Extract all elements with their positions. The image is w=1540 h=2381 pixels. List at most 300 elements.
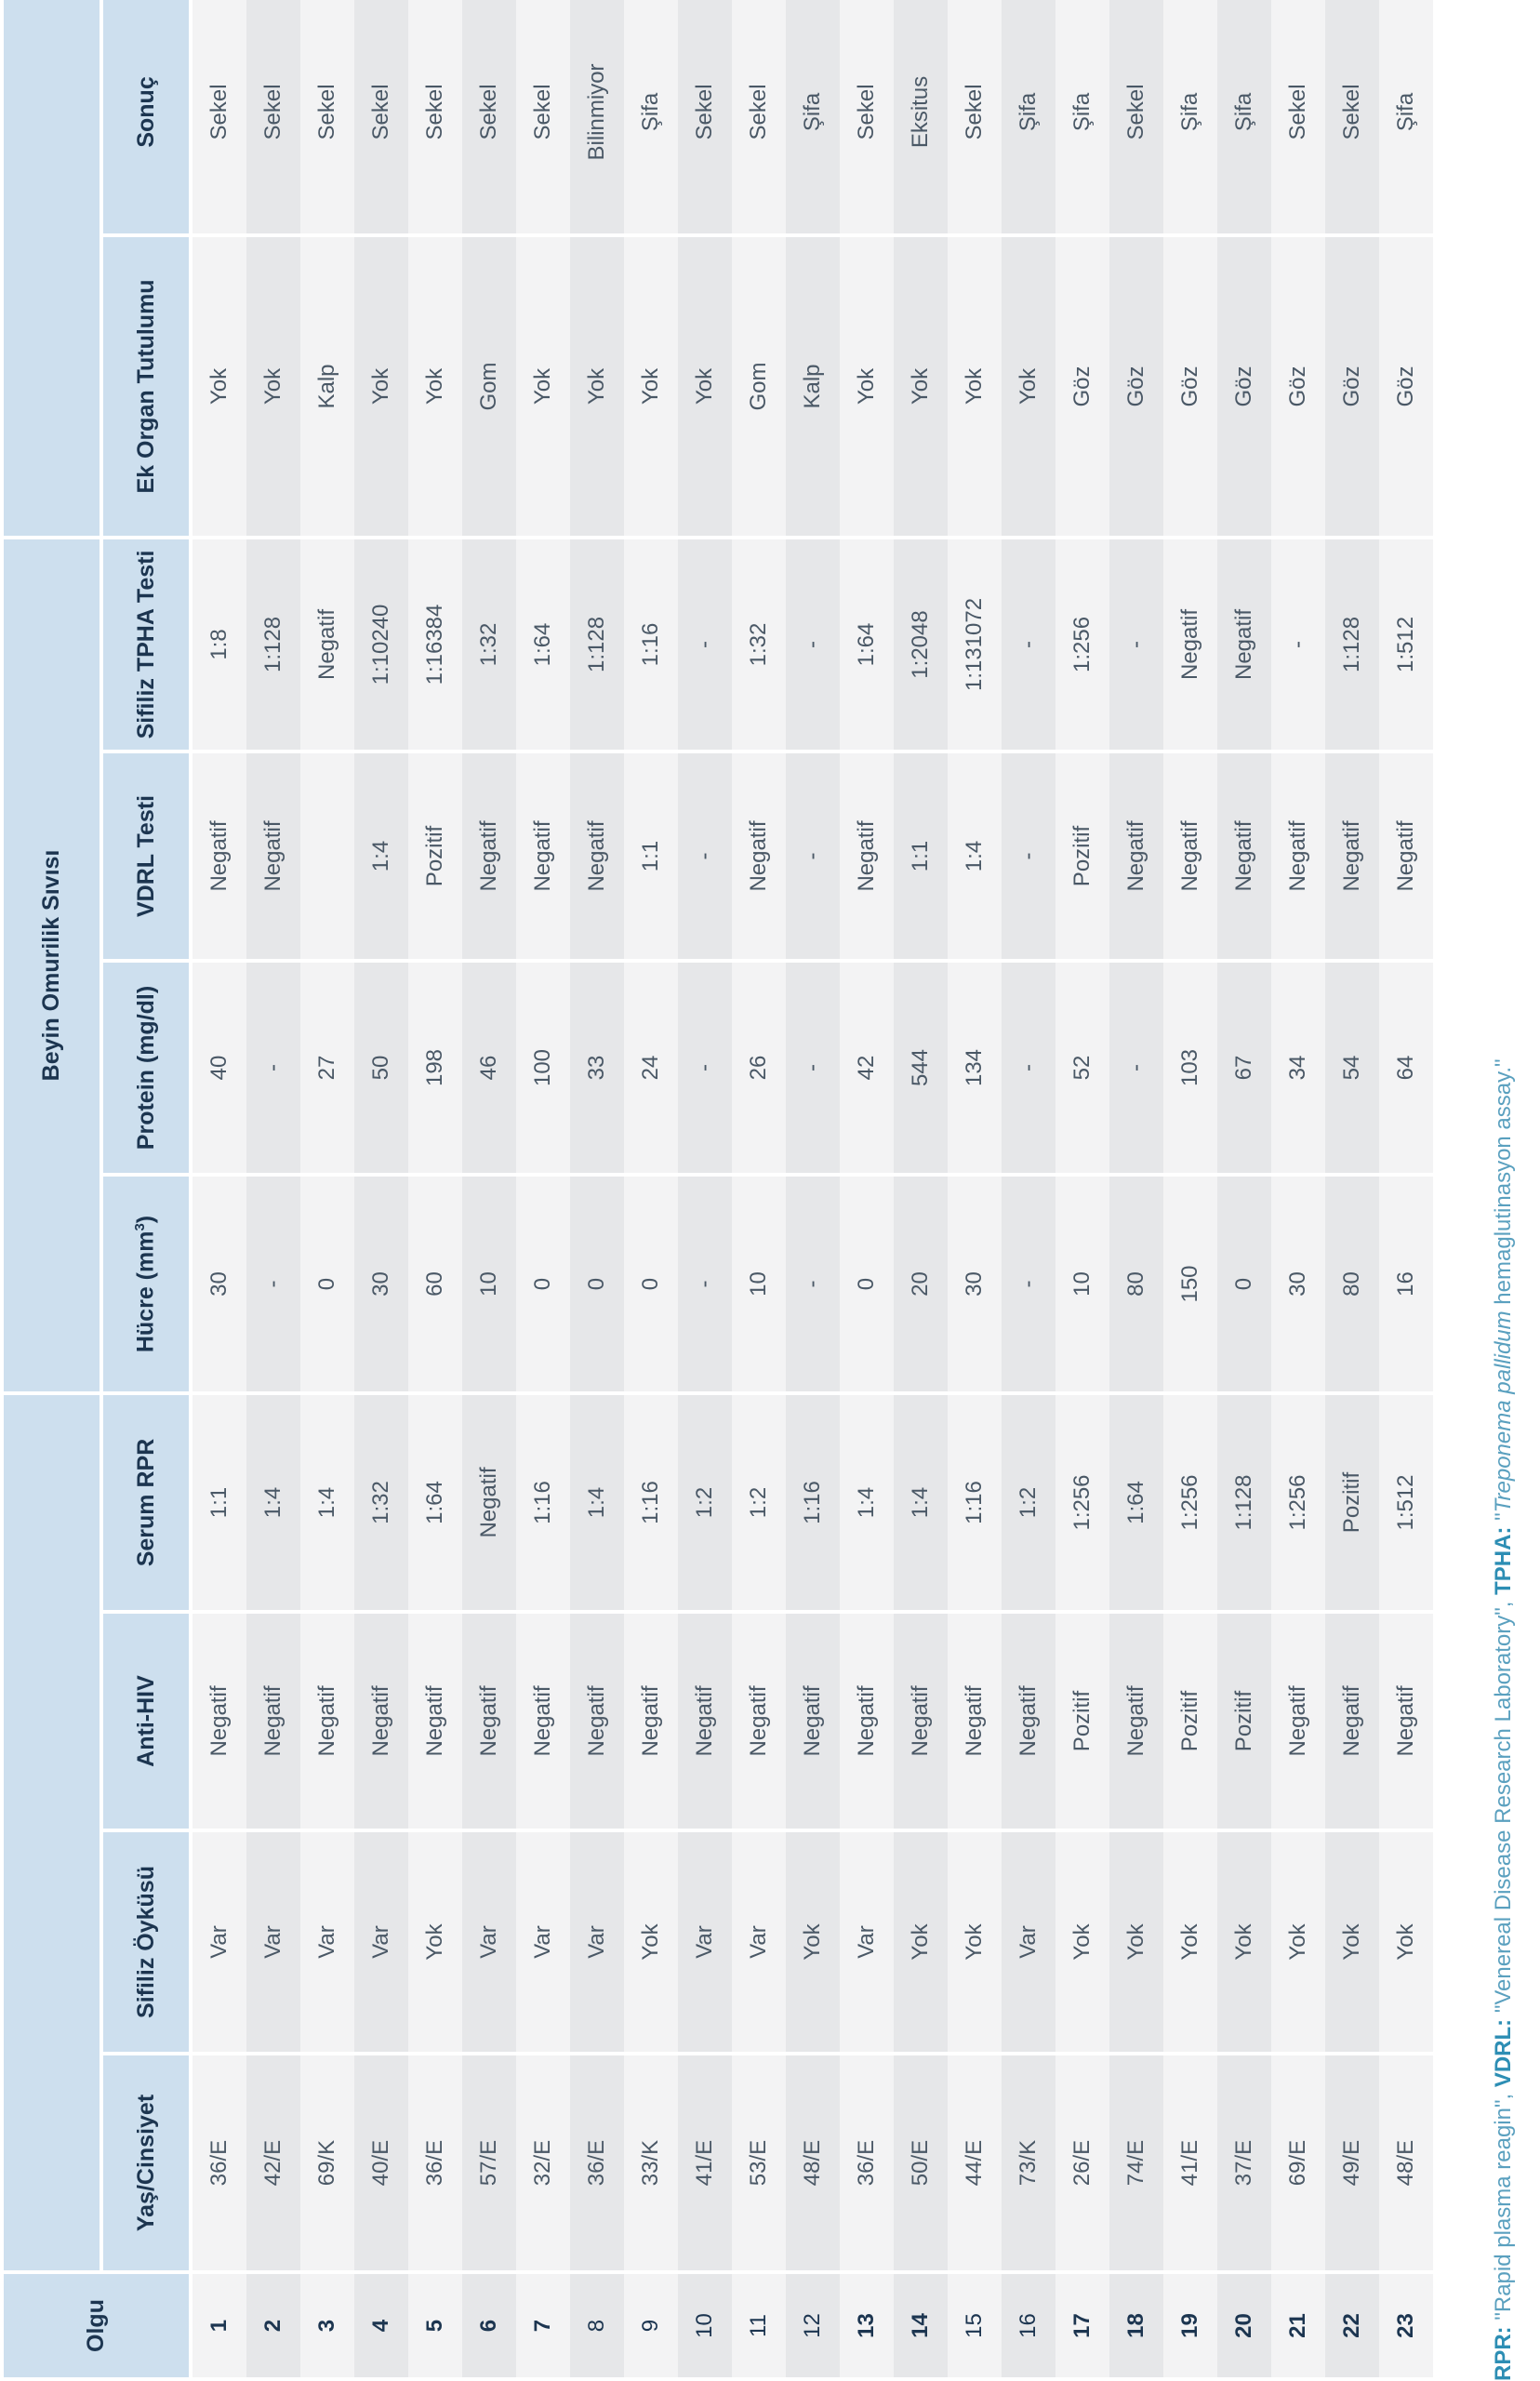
cell-protein: 198 <box>408 961 462 1175</box>
cell-ek-organ: Göz <box>1109 235 1163 538</box>
cell-anti-hiv: Negatif <box>408 1612 462 1830</box>
cell-olgu: 3 <box>300 2272 354 2379</box>
cell-sonuc: Sekel <box>246 0 300 235</box>
header-hucre-close: ) <box>132 1215 159 1224</box>
header-ek-organ: Ek Organ Tutulumu <box>101 235 191 538</box>
table-row <box>894 0 948 2379</box>
cell-vdrl: Negatif <box>246 752 300 961</box>
column-header-row <box>101 0 191 2379</box>
cell-olgu: 14 <box>894 2272 948 2379</box>
cell-sonuc: Şifa <box>1379 0 1433 235</box>
cell-serum-rpr: 1:512 <box>1379 1393 1433 1612</box>
cell-yas-cinsiyet: 69/E <box>1271 2054 1325 2272</box>
cell-tpha: 1:64 <box>516 538 570 752</box>
cell-serum-rpr: 1:16 <box>624 1393 678 1612</box>
cell-sonuc: Sekel <box>732 0 786 235</box>
cell-vdrl: Negatif <box>1325 752 1379 961</box>
cell-yas-cinsiyet: 37/E <box>1217 2054 1271 2272</box>
cell-olgu: 22 <box>1325 2272 1379 2379</box>
table-row <box>624 0 678 2379</box>
cell-hucre: 80 <box>1109 1175 1163 1393</box>
cell-ek-organ: Yok <box>354 235 408 538</box>
cell-yas-cinsiyet: 41/E <box>678 2054 732 2272</box>
cell-protein: - <box>1002 961 1055 1175</box>
cell-olgu: 9 <box>624 2272 678 2379</box>
cell-olgu: 2 <box>246 2272 300 2379</box>
table-row <box>191 0 246 2379</box>
footnote-tpha-rest: hemaglutinasyon assay." <box>1491 1058 1516 1311</box>
header-blank-group <box>2 1393 101 2272</box>
cell-anti-hiv: Negatif <box>1002 1612 1055 1830</box>
cell-hucre: - <box>1002 1175 1055 1393</box>
cell-sonuc: Şifa <box>1002 0 1055 235</box>
cell-anti-hiv: Negatif <box>948 1612 1002 1830</box>
cell-ek-organ: Yok <box>191 235 246 538</box>
cell-serum-rpr: 1:16 <box>786 1393 840 1612</box>
cell-vdrl: - <box>786 752 840 961</box>
table-row <box>1109 0 1163 2379</box>
cell-sifiliz-oykusu: Var <box>354 1830 408 2054</box>
cell-protein: - <box>786 961 840 1175</box>
cell-serum-rpr: 1:16 <box>948 1393 1002 1612</box>
cell-ek-organ: Göz <box>1217 235 1271 538</box>
cell-yas-cinsiyet: 48/E <box>1379 2054 1433 2272</box>
table-row <box>408 0 462 2379</box>
cell-sonuc: Sekel <box>191 0 246 235</box>
cell-olgu: 23 <box>1379 2272 1433 2379</box>
cell-ek-organ: Yok <box>678 235 732 538</box>
cell-yas-cinsiyet: 69/K <box>300 2054 354 2272</box>
table-row <box>1379 0 1433 2379</box>
cell-sonuc: Sekel <box>516 0 570 235</box>
cell-sonuc: Sekel <box>354 0 408 235</box>
cell-anti-hiv: Negatif <box>678 1612 732 1830</box>
cell-tpha: 1:32 <box>462 538 516 752</box>
cell-olgu: 4 <box>354 2272 408 2379</box>
cell-yas-cinsiyet: 50/E <box>894 2054 948 2272</box>
cell-tpha: 1:512 <box>1379 538 1433 752</box>
cell-protein: 42 <box>840 961 894 1175</box>
cell-hucre: 60 <box>408 1175 462 1393</box>
cell-hucre: 30 <box>354 1175 408 1393</box>
cell-sonuc: Sekel <box>300 0 354 235</box>
cell-serum-rpr: 1:64 <box>408 1393 462 1612</box>
cell-protein: 134 <box>948 961 1002 1175</box>
cell-tpha: - <box>1002 538 1055 752</box>
cell-serum-rpr: 1:64 <box>1109 1393 1163 1612</box>
cell-olgu: 20 <box>1217 2272 1271 2379</box>
cell-sonuc: Sekel <box>678 0 732 235</box>
table-row <box>300 0 354 2379</box>
cell-ek-organ: Yok <box>516 235 570 538</box>
footnote-tpha-italic: Treponema pallidum <box>1491 1310 1516 1513</box>
cell-protein: 64 <box>1379 961 1433 1175</box>
cell-yas-cinsiyet: 49/E <box>1325 2054 1379 2272</box>
cell-ek-organ: Göz <box>1379 235 1433 538</box>
cell-olgu: 21 <box>1271 2272 1325 2379</box>
cell-olgu: 12 <box>786 2272 840 2379</box>
cell-anti-hiv: Negatif <box>246 1612 300 1830</box>
cell-hucre: 0 <box>570 1175 624 1393</box>
cell-vdrl: Negatif <box>732 752 786 961</box>
cell-vdrl: Negatif <box>1163 752 1217 961</box>
cell-sifiliz-oykusu: Var <box>300 1830 354 2054</box>
cell-sonuc: Sekel <box>1109 0 1163 235</box>
cell-vdrl: Pozitif <box>408 752 462 961</box>
cell-vdrl: Negatif <box>1109 752 1163 961</box>
table-row <box>678 0 732 2379</box>
cell-serum-rpr: 1:32 <box>354 1393 408 1612</box>
header-hucre-sup: 3 <box>132 1223 149 1231</box>
cell-hucre: - <box>678 1175 732 1393</box>
cell-serum-rpr: 1:256 <box>1271 1393 1325 1612</box>
cell-hucre: 20 <box>894 1175 948 1393</box>
cell-protein: 103 <box>1163 961 1217 1175</box>
cell-sifiliz-oykusu: Yok <box>1109 1830 1163 2054</box>
table-row <box>732 0 786 2379</box>
table-row <box>1271 0 1325 2379</box>
cell-protein: - <box>678 961 732 1175</box>
header-sonuc: Sonuç <box>101 0 191 235</box>
cell-tpha: - <box>1109 538 1163 752</box>
cell-serum-rpr: 1:128 <box>1217 1393 1271 1612</box>
cell-sifiliz-oykusu: Var <box>191 1830 246 2054</box>
cell-sifiliz-oykusu: Var <box>462 1830 516 2054</box>
cell-yas-cinsiyet: 36/E <box>191 2054 246 2272</box>
cell-yas-cinsiyet: 33/K <box>624 2054 678 2272</box>
cell-serum-rpr: 1:4 <box>300 1393 354 1612</box>
cell-yas-cinsiyet: 73/K <box>1002 2054 1055 2272</box>
cell-tpha: 1:256 <box>1055 538 1109 752</box>
cell-protein: - <box>246 961 300 1175</box>
table-body <box>191 0 1433 2379</box>
cell-anti-hiv: Negatif <box>894 1612 948 1830</box>
table-row <box>1163 0 1217 2379</box>
cell-ek-organ: Yok <box>840 235 894 538</box>
cell-sonuc: Şifa <box>786 0 840 235</box>
cell-olgu: 11 <box>732 2272 786 2379</box>
cell-hucre: 30 <box>1271 1175 1325 1393</box>
cell-anti-hiv: Negatif <box>840 1612 894 1830</box>
cell-ek-organ: Yok <box>624 235 678 538</box>
cell-ek-organ: Kalp <box>300 235 354 538</box>
cell-sonuc: Bilinmiyor <box>570 0 624 235</box>
cell-sonuc: Sekel <box>462 0 516 235</box>
cell-ek-organ: Göz <box>1271 235 1325 538</box>
cell-yas-cinsiyet: 40/E <box>354 2054 408 2272</box>
table-footnote <box>1491 19 1517 2381</box>
cell-yas-cinsiyet: 44/E <box>948 2054 1002 2272</box>
cell-sifiliz-oykusu: Yok <box>1217 1830 1271 2054</box>
cell-anti-hiv: Negatif <box>462 1612 516 1830</box>
cell-protein: 52 <box>1055 961 1109 1175</box>
cell-hucre: 0 <box>840 1175 894 1393</box>
cell-yas-cinsiyet: 48/E <box>786 2054 840 2272</box>
cell-sifiliz-oykusu: Yok <box>894 1830 948 2054</box>
cell-anti-hiv: Negatif <box>624 1612 678 1830</box>
cell-hucre: 10 <box>732 1175 786 1393</box>
cell-protein: 24 <box>624 961 678 1175</box>
cell-anti-hiv: Pozitif <box>1055 1612 1109 1830</box>
cell-tpha: 1:10240 <box>354 538 408 752</box>
header-vdrl: VDRL Testi <box>101 752 191 961</box>
cell-hucre: 150 <box>1163 1175 1217 1393</box>
cell-anti-hiv: Negatif <box>570 1612 624 1830</box>
cell-sonuc: Sekel <box>1325 0 1379 235</box>
cell-ek-organ: Yok <box>948 235 1002 538</box>
cell-sonuc: Şifa <box>1055 0 1109 235</box>
cell-sifiliz-oykusu: Yok <box>948 1830 1002 2054</box>
table-row <box>786 0 840 2379</box>
cell-serum-rpr: 1:16 <box>516 1393 570 1612</box>
cell-anti-hiv: Negatif <box>732 1612 786 1830</box>
cell-yas-cinsiyet: 41/E <box>1163 2054 1217 2272</box>
header-sifiliz-oykusu: Sifiliz Öyküsü <box>101 1830 191 2054</box>
cell-serum-rpr: Pozitif <box>1325 1393 1379 1612</box>
cell-hucre: 16 <box>1379 1175 1433 1393</box>
cell-tpha: 1:2048 <box>894 538 948 752</box>
cell-sifiliz-oykusu: Var <box>570 1830 624 2054</box>
cell-vdrl: 1:4 <box>354 752 408 961</box>
cell-olgu: 16 <box>1002 2272 1055 2379</box>
cell-sifiliz-oykusu: Var <box>1002 1830 1055 2054</box>
cell-yas-cinsiyet: 36/E <box>408 2054 462 2272</box>
cell-vdrl: Negatif <box>1379 752 1433 961</box>
cell-tpha: 1:32 <box>732 538 786 752</box>
table-row <box>840 0 894 2379</box>
cell-sifiliz-oykusu: Yok <box>1271 1830 1325 2054</box>
cell-vdrl: Negatif <box>462 752 516 961</box>
cell-sifiliz-oykusu: Yok <box>1055 1830 1109 2054</box>
cell-anti-hiv: Negatif <box>516 1612 570 1830</box>
cell-olgu: 5 <box>408 2272 462 2379</box>
cell-sonuc: Sekel <box>408 0 462 235</box>
cell-anti-hiv: Negatif <box>300 1612 354 1830</box>
table-row <box>246 0 300 2379</box>
cell-vdrl: 1:1 <box>624 752 678 961</box>
cell-sonuc: Sekel <box>1271 0 1325 235</box>
cell-tpha: 1:128 <box>1325 538 1379 752</box>
cell-olgu: 10 <box>678 2272 732 2379</box>
cell-vdrl: Negatif <box>516 752 570 961</box>
cell-tpha: 1:128 <box>246 538 300 752</box>
cell-tpha: 1:16 <box>624 538 678 752</box>
cell-protein: 54 <box>1325 961 1379 1175</box>
table-row <box>354 0 408 2379</box>
footnote-rpr-abbr: RPR: <box>1491 2326 1516 2381</box>
cell-yas-cinsiyet: 36/E <box>840 2054 894 2272</box>
cell-vdrl: - <box>1002 752 1055 961</box>
header-csf-group: Beyin Omurilik Sıvısı <box>2 538 101 1393</box>
table-row <box>948 0 1002 2379</box>
cell-sifiliz-oykusu: Var <box>246 1830 300 2054</box>
cell-ek-organ: Yok <box>408 235 462 538</box>
cell-vdrl: Negatif <box>840 752 894 961</box>
cell-protein: 34 <box>1271 961 1325 1175</box>
cell-ek-organ: Gom <box>462 235 516 538</box>
cell-yas-cinsiyet: 57/E <box>462 2054 516 2272</box>
table-row <box>1217 0 1271 2379</box>
cell-tpha: 1:8 <box>191 538 246 752</box>
footnote-vdrl-text: "Venereal Disease Research Laboratory", <box>1491 1594 1516 2019</box>
cell-tpha: 1:128 <box>570 538 624 752</box>
cell-serum-rpr: 1:4 <box>570 1393 624 1612</box>
cell-olgu: 6 <box>462 2272 516 2379</box>
cell-tpha: 1:64 <box>840 538 894 752</box>
cell-ek-organ: Yok <box>570 235 624 538</box>
cell-protein: 544 <box>894 961 948 1175</box>
cell-serum-rpr: 1:4 <box>840 1393 894 1612</box>
cell-anti-hiv: Pozitif <box>1217 1612 1271 1830</box>
cell-tpha: Negatif <box>1217 538 1271 752</box>
footnote-tpha-abbr: TPHA: <box>1491 1526 1516 1595</box>
cell-yas-cinsiyet: 42/E <box>246 2054 300 2272</box>
cell-hucre: 10 <box>1055 1175 1109 1393</box>
cell-yas-cinsiyet: 32/E <box>516 2054 570 2272</box>
cell-sonuc: Eksitus <box>894 0 948 235</box>
cell-hucre: 0 <box>1217 1175 1271 1393</box>
cell-serum-rpr: 1:256 <box>1055 1393 1109 1612</box>
cell-protein: 26 <box>732 961 786 1175</box>
cell-olgu: 19 <box>1163 2272 1217 2379</box>
cell-hucre: - <box>246 1175 300 1393</box>
cell-protein: - <box>1109 961 1163 1175</box>
footnote-vdrl-abbr: VDRL: <box>1491 2018 1516 2088</box>
cell-protein: 46 <box>462 961 516 1175</box>
cell-protein: 50 <box>354 961 408 1175</box>
cell-tpha: 1:16384 <box>408 538 462 752</box>
cell-hucre: 0 <box>516 1175 570 1393</box>
cell-serum-rpr: 1:2 <box>678 1393 732 1612</box>
table-row <box>570 0 624 2379</box>
cell-olgu: 8 <box>570 2272 624 2379</box>
header-yas-cinsiyet: Yaş/Cinsiyet <box>101 2054 191 2272</box>
cell-ek-organ: Göz <box>1163 235 1217 538</box>
cell-tpha: Negatif <box>1163 538 1217 752</box>
cell-ek-organ: Göz <box>1055 235 1109 538</box>
cell-olgu: 1 <box>191 2272 246 2379</box>
table-row <box>1325 0 1379 2379</box>
cell-serum-rpr: 1:4 <box>246 1393 300 1612</box>
header-hucre <box>101 1175 191 1393</box>
cell-sifiliz-oykusu: Yok <box>408 1830 462 2054</box>
group-header-row <box>2 0 101 2379</box>
cell-hucre: 0 <box>624 1175 678 1393</box>
table-row <box>1002 0 1055 2379</box>
cell-sonuc: Şifa <box>1217 0 1271 235</box>
header-anti-hiv: Anti-HIV <box>101 1612 191 1830</box>
cell-sifiliz-oykusu: Var <box>732 1830 786 2054</box>
cell-vdrl <box>300 752 354 961</box>
cell-vdrl: - <box>678 752 732 961</box>
header-olgu: Olgu <box>2 2272 191 2379</box>
cell-vdrl: Negatif <box>570 752 624 961</box>
cell-vdrl: Negatif <box>191 752 246 961</box>
cell-anti-hiv: Negatif <box>354 1612 408 1830</box>
cell-anti-hiv: Negatif <box>786 1612 840 1830</box>
cell-protein: 100 <box>516 961 570 1175</box>
cell-vdrl: Negatif <box>1217 752 1271 961</box>
cell-protein: 33 <box>570 961 624 1175</box>
cell-sifiliz-oykusu: Var <box>516 1830 570 2054</box>
header-blank-group-right <box>2 0 101 538</box>
cell-sifiliz-oykusu: Yok <box>786 1830 840 2054</box>
cell-serum-rpr: 1:1 <box>191 1393 246 1612</box>
cell-tpha: - <box>1271 538 1325 752</box>
cell-sonuc: Sekel <box>948 0 1002 235</box>
header-protein: Protein (mg/dl) <box>101 961 191 1175</box>
cell-serum-rpr: Negatif <box>462 1393 516 1612</box>
cell-olgu: 7 <box>516 2272 570 2379</box>
cell-olgu: 17 <box>1055 2272 1109 2379</box>
cell-sifiliz-oykusu: Yok <box>1325 1830 1379 2054</box>
cell-sonuc: Şifa <box>1163 0 1217 235</box>
cell-ek-organ: Yok <box>894 235 948 538</box>
header-serum-rpr: Serum RPR <box>101 1393 191 1612</box>
header-tpha: Sifiliz TPHA Testi <box>101 538 191 752</box>
cell-tpha: - <box>678 538 732 752</box>
cell-vdrl: 1:4 <box>948 752 1002 961</box>
cell-olgu: 13 <box>840 2272 894 2379</box>
cell-sifiliz-oykusu: Yok <box>1379 1830 1433 2054</box>
cell-anti-hiv: Negatif <box>1109 1612 1163 1830</box>
cell-tpha: Negatif <box>300 538 354 752</box>
cell-hucre: - <box>786 1175 840 1393</box>
cell-hucre: 80 <box>1325 1175 1379 1393</box>
cell-ek-organ: Yok <box>1002 235 1055 538</box>
cell-anti-hiv: Pozitif <box>1163 1612 1217 1830</box>
cell-sifiliz-oykusu: Yok <box>1163 1830 1217 2054</box>
cell-anti-hiv: Negatif <box>1325 1612 1379 1830</box>
cell-protein: 27 <box>300 961 354 1175</box>
footnote-rpr-text: "Rapid plasma reagin", <box>1491 2087 1516 2327</box>
cell-tpha: - <box>786 538 840 752</box>
table-row <box>1055 0 1109 2379</box>
cell-hucre: 10 <box>462 1175 516 1393</box>
cell-ek-organ: Göz <box>1325 235 1379 538</box>
cell-olgu: 18 <box>1109 2272 1163 2379</box>
cell-sonuc: Sekel <box>840 0 894 235</box>
cell-ek-organ: Yok <box>246 235 300 538</box>
cell-protein: 67 <box>1217 961 1271 1175</box>
cell-anti-hiv: Negatif <box>1379 1612 1433 1830</box>
cell-vdrl: Negatif <box>1271 752 1325 961</box>
cell-serum-rpr: 1:256 <box>1163 1393 1217 1612</box>
cell-yas-cinsiyet: 53/E <box>732 2054 786 2272</box>
cell-sifiliz-oykusu: Var <box>678 1830 732 2054</box>
cell-sifiliz-oykusu: Yok <box>624 1830 678 2054</box>
cell-hucre: 0 <box>300 1175 354 1393</box>
table-row <box>516 0 570 2379</box>
cell-vdrl: 1:1 <box>894 752 948 961</box>
cell-yas-cinsiyet: 36/E <box>570 2054 624 2272</box>
cell-sonuc: Şifa <box>624 0 678 235</box>
cell-hucre: 30 <box>191 1175 246 1393</box>
cell-protein: 40 <box>191 961 246 1175</box>
cell-ek-organ: Kalp <box>786 235 840 538</box>
cell-serum-rpr: 1:2 <box>732 1393 786 1612</box>
footnote-tpha-open: " <box>1491 1512 1516 1527</box>
cell-hucre: 30 <box>948 1175 1002 1393</box>
cell-serum-rpr: 1:2 <box>1002 1393 1055 1612</box>
cell-sifiliz-oykusu: Var <box>840 1830 894 2054</box>
cell-yas-cinsiyet: 74/E <box>1109 2054 1163 2272</box>
cell-serum-rpr: 1:4 <box>894 1393 948 1612</box>
table-row <box>462 0 516 2379</box>
cell-tpha: 1:131072 <box>948 538 1002 752</box>
cell-yas-cinsiyet: 26/E <box>1055 2054 1109 2272</box>
cell-ek-organ: Gom <box>732 235 786 538</box>
